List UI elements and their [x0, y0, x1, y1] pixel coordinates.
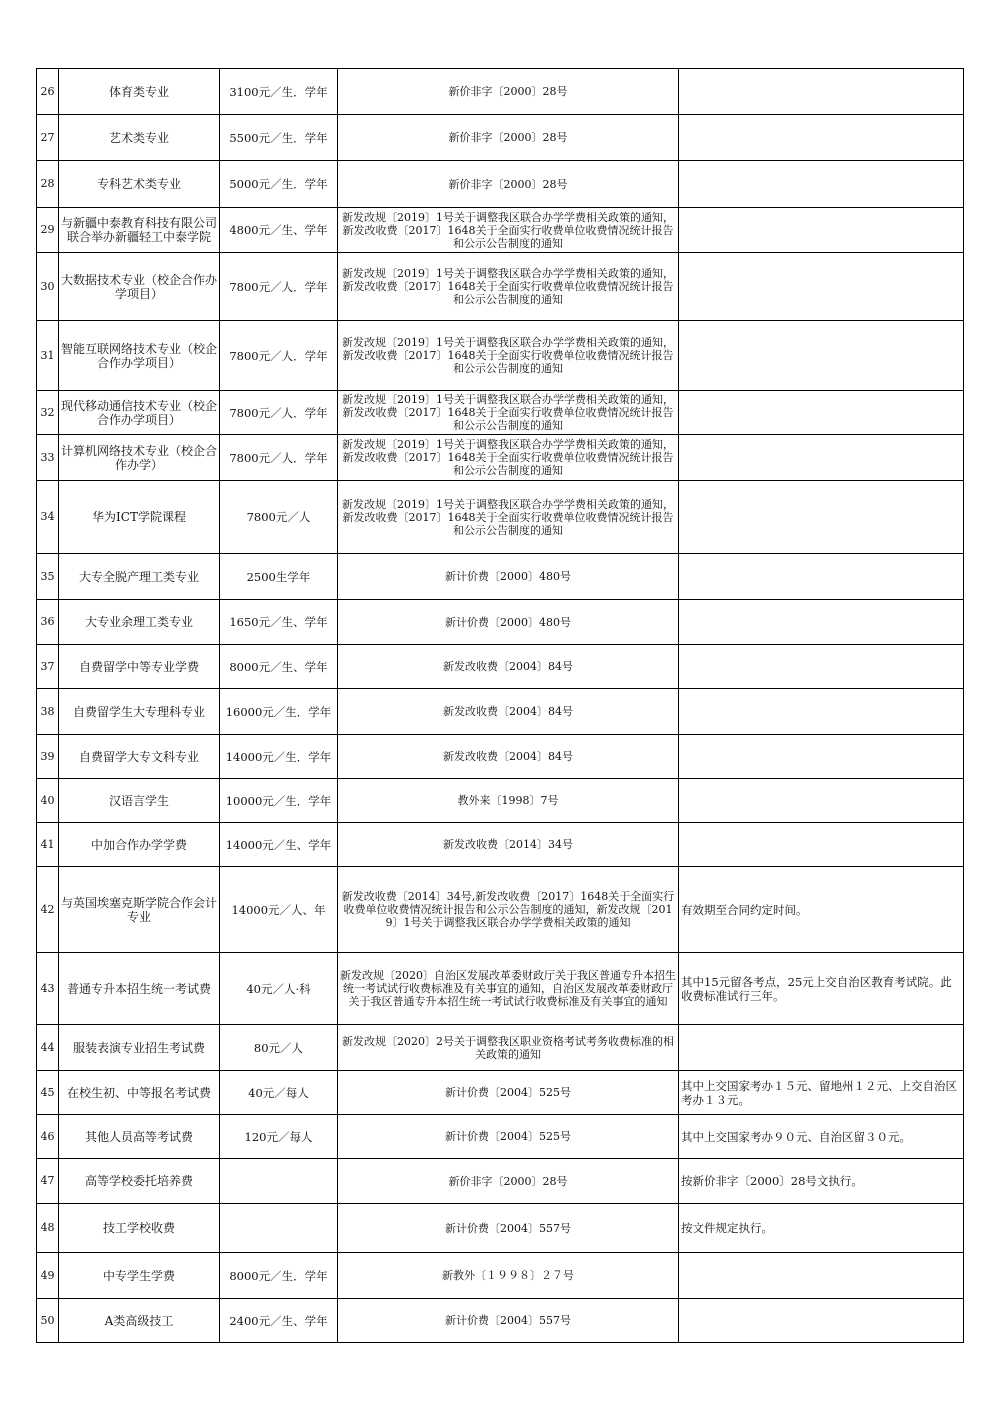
basis-document: 新发改规〔2020〕2号关于调整我区职业资格考试考务收费标准的相关政策的通知: [338, 1025, 679, 1071]
remarks: [679, 823, 964, 867]
fee-standard: 14000元／生、学年: [220, 823, 338, 867]
table-row: [37, 953, 964, 1025]
item-name: 普通专升本招生统一考试费: [59, 953, 220, 1025]
fee-table: [36, 68, 964, 1343]
row-number: 37: [37, 645, 59, 689]
remarks: [679, 1025, 964, 1071]
item-name: A类高级技工: [59, 1299, 220, 1343]
remarks: [679, 481, 964, 554]
row-number: 34: [37, 481, 59, 554]
item-name: 现代移动通信技术专业（校企合作办学项目）: [59, 391, 220, 435]
item-name: 计算机网络技术专业（校企合作办学）: [59, 435, 220, 481]
basis-document: 新发改规〔2019〕1号关于调整我区联合办学学费相关政策的通知，新发改收费〔2017〕1648关于全面实行收费单位收费情况统计报告和公示公告制度的通知: [338, 435, 679, 481]
basis-document: 新计价费〔2000〕480号: [338, 554, 679, 600]
fee-standard: 2400元／生、学年: [220, 1299, 338, 1343]
fee-standard: 80元／人: [220, 1025, 338, 1071]
row-number: 50: [37, 1299, 59, 1343]
fee-standard: 14000元／人、年: [220, 867, 338, 953]
row-number: 26: [37, 69, 59, 115]
basis-document: 新价非字〔2000〕28号: [338, 69, 679, 115]
table-row: [37, 435, 964, 481]
basis-document: 新发改收费〔2004〕84号: [338, 689, 679, 735]
remarks: [679, 779, 964, 823]
table-row: [37, 823, 964, 867]
table-row: [37, 645, 964, 689]
remarks: [679, 321, 964, 391]
row-number: 29: [37, 208, 59, 253]
table-row: [37, 1299, 964, 1343]
table-row: [37, 779, 964, 823]
fee-standard: 40元／人·科: [220, 953, 338, 1025]
row-number: 35: [37, 554, 59, 600]
fee-standard: 2500生学年: [220, 554, 338, 600]
row-number: 39: [37, 735, 59, 779]
item-name: 技工学校收费: [59, 1204, 220, 1253]
fee-standard: 7800元／人．学年: [220, 435, 338, 481]
basis-document: 新发改收费〔2014〕34号: [338, 823, 679, 867]
row-number: 45: [37, 1071, 59, 1115]
table-row: [37, 1071, 964, 1115]
remarks: [679, 391, 964, 435]
item-name: 服装表演专业招生考试费: [59, 1025, 220, 1071]
row-number: 46: [37, 1115, 59, 1159]
item-name: 汉语言学生: [59, 779, 220, 823]
remarks: [679, 161, 964, 208]
fee-standard: 5500元／生．学年: [220, 115, 338, 161]
row-number: 27: [37, 115, 59, 161]
remarks: [679, 645, 964, 689]
basis-document: 新价非字〔2000〕28号: [338, 1159, 679, 1204]
row-number: 28: [37, 161, 59, 208]
remarks: 其中15元留各考点，25元上交自治区教育考试院。此收费标准试行三年。: [679, 953, 964, 1025]
remarks: [679, 208, 964, 253]
row-number: 47: [37, 1159, 59, 1204]
item-name: 专科艺术类专业: [59, 161, 220, 208]
row-number: 38: [37, 689, 59, 735]
row-number: 32: [37, 391, 59, 435]
fee-standard: [220, 1159, 338, 1204]
basis-document: 新计价费〔2000〕480号: [338, 600, 679, 645]
row-number: 43: [37, 953, 59, 1025]
row-number: 41: [37, 823, 59, 867]
fee-standard: 5000元／生．学年: [220, 161, 338, 208]
basis-document: 新发改规〔2020〕自治区发展改革委财政厅关于我区普通专升本招生统一考试试行收费标准及有关事宜的通知，自治区发展改革委财政厅关于我区普通专升本招生统一考试试行收费标准及有关事宜的通知: [338, 953, 679, 1025]
table-row: [37, 689, 964, 735]
item-name: 大专全脱产理工类专业: [59, 554, 220, 600]
row-number: 44: [37, 1025, 59, 1071]
basis-document: 新计价费〔2004〕557号: [338, 1299, 679, 1343]
fee-standard: 7800元／人: [220, 481, 338, 554]
row-number: 31: [37, 321, 59, 391]
fee-standard: 1650元／生、学年: [220, 600, 338, 645]
item-name: 与新疆中泰教育科技有限公司联合举办新疆轻工中泰学院: [59, 208, 220, 253]
table-row: [37, 554, 964, 600]
table-row: [37, 1025, 964, 1071]
fee-standard: 120元／每人: [220, 1115, 338, 1159]
table-row: [37, 600, 964, 645]
row-number: 36: [37, 600, 59, 645]
fee-standard: 4800元／生、学年: [220, 208, 338, 253]
row-number: 40: [37, 779, 59, 823]
fee-standard: 8000元／生．学年: [220, 1253, 338, 1299]
remarks: [679, 600, 964, 645]
table-row: [37, 161, 964, 208]
basis-document: 教外来〔1998〕7号: [338, 779, 679, 823]
table-row: [37, 321, 964, 391]
remarks: 按文件规定执行。: [679, 1204, 964, 1253]
row-number: 48: [37, 1204, 59, 1253]
remarks: [679, 1253, 964, 1299]
basis-document: 新计价费〔2004〕525号: [338, 1071, 679, 1115]
fee-standard: 3100元／生．学年: [220, 69, 338, 115]
remarks: [679, 1299, 964, 1343]
fee-standard: 7800元／人．学年: [220, 253, 338, 321]
table-row: [37, 391, 964, 435]
fee-standard: [220, 1204, 338, 1253]
table-row: [37, 481, 964, 554]
row-number: 42: [37, 867, 59, 953]
table-row: [37, 1253, 964, 1299]
basis-document: 新计价费〔2004〕525号: [338, 1115, 679, 1159]
basis-document: 新教外〔１９９８〕２７号: [338, 1253, 679, 1299]
item-name: 高等学校委托培养费: [59, 1159, 220, 1204]
basis-document: 新发改规〔2019〕1号关于调整我区联合办学学费相关政策的通知，新发改收费〔2017〕1648关于全面实行收费单位收费情况统计报告和公示公告制度的通知: [338, 391, 679, 435]
fee-standard: 7800元／人．学年: [220, 391, 338, 435]
basis-document: 新计价费〔2004〕557号: [338, 1204, 679, 1253]
basis-document: 新发改规〔2019〕1号关于调整我区联合办学学费相关政策的通知，新发改收费〔2017〕1648关于全面实行收费单位收费情况统计报告和公示公告制度的通知: [338, 481, 679, 554]
item-name: 自费留学生大专理科专业: [59, 689, 220, 735]
row-number: 49: [37, 1253, 59, 1299]
table-row: [37, 115, 964, 161]
remarks: 按新价非字〔2000〕28号文执行。: [679, 1159, 964, 1204]
basis-document: 新发改规〔2019〕1号关于调整我区联合办学学费相关政策的通知，新发改收费〔2017〕1648关于全面实行收费单位收费情况统计报告和公示公告制度的通知: [338, 208, 679, 253]
fee-standard: 16000元／生．学年: [220, 689, 338, 735]
basis-document: 新发改收费〔2014〕34号,新发改收费〔2017〕1648关于全面实行收费单位收费情况统计报告和公示公告制度的通知，新发改规〔2019〕1号关于调整我区联合办学学费相关政策的通知: [338, 867, 679, 953]
item-name: 与英国埃塞克斯学院合作会计专业: [59, 867, 220, 953]
table-row: [37, 1159, 964, 1204]
remarks: 其中上交国家考办１５元、留地州１２元、上交自治区考办１３元。: [679, 1071, 964, 1115]
remarks: [679, 69, 964, 115]
basis-document: 新价非字〔2000〕28号: [338, 161, 679, 208]
fee-standard: 40元／每人: [220, 1071, 338, 1115]
table-row: [37, 208, 964, 253]
remarks: [679, 115, 964, 161]
remarks: [679, 554, 964, 600]
table-row: [37, 1204, 964, 1253]
item-name: 其他人员高等考试费: [59, 1115, 220, 1159]
basis-document: 新发改规〔2019〕1号关于调整我区联合办学学费相关政策的通知，新发改收费〔2017〕1648关于全面实行收费单位收费情况统计报告和公示公告制度的通知: [338, 321, 679, 391]
fee-standard: 10000元／生．学年: [220, 779, 338, 823]
item-name: 自费留学大专文科专业: [59, 735, 220, 779]
item-name: 艺术类专业: [59, 115, 220, 161]
basis-document: 新发改收费〔2004〕84号: [338, 645, 679, 689]
remarks: 有效期至合同约定时间。: [679, 867, 964, 953]
basis-document: 新价非字〔2000〕28号: [338, 115, 679, 161]
remarks: [679, 435, 964, 481]
item-name: 华为ICT学院课程: [59, 481, 220, 554]
remarks: [679, 735, 964, 779]
remarks: [679, 689, 964, 735]
item-name: 智能互联网络技术专业（校企合作办学项目）: [59, 321, 220, 391]
item-name: 中加合作办学学费: [59, 823, 220, 867]
item-name: 中专学生学费: [59, 1253, 220, 1299]
fee-table-body: [37, 69, 964, 1343]
table-row: [37, 867, 964, 953]
remarks: 其中上交国家考办９０元、自治区留３０元。: [679, 1115, 964, 1159]
item-name: 大专业余理工类专业: [59, 600, 220, 645]
table-row: [37, 735, 964, 779]
remarks: [679, 253, 964, 321]
item-name: 在校生初、中等报名考试费: [59, 1071, 220, 1115]
item-name: 体育类专业: [59, 69, 220, 115]
table-row: [37, 253, 964, 321]
fee-standard: 7800元／人．学年: [220, 321, 338, 391]
basis-document: 新发改规〔2019〕1号关于调整我区联合办学学费相关政策的通知，新发改收费〔2017〕1648关于全面实行收费单位收费情况统计报告和公示公告制度的通知: [338, 253, 679, 321]
basis-document: 新发改收费〔2004〕84号: [338, 735, 679, 779]
table-row: [37, 69, 964, 115]
row-number: 33: [37, 435, 59, 481]
fee-standard: 8000元／生、学年: [220, 645, 338, 689]
item-name: 大数据技术专业（校企合作办学项目）: [59, 253, 220, 321]
table-row: [37, 1115, 964, 1159]
row-number: 30: [37, 253, 59, 321]
item-name: 自费留学中等专业学费: [59, 645, 220, 689]
fee-standard: 14000元／生．学年: [220, 735, 338, 779]
